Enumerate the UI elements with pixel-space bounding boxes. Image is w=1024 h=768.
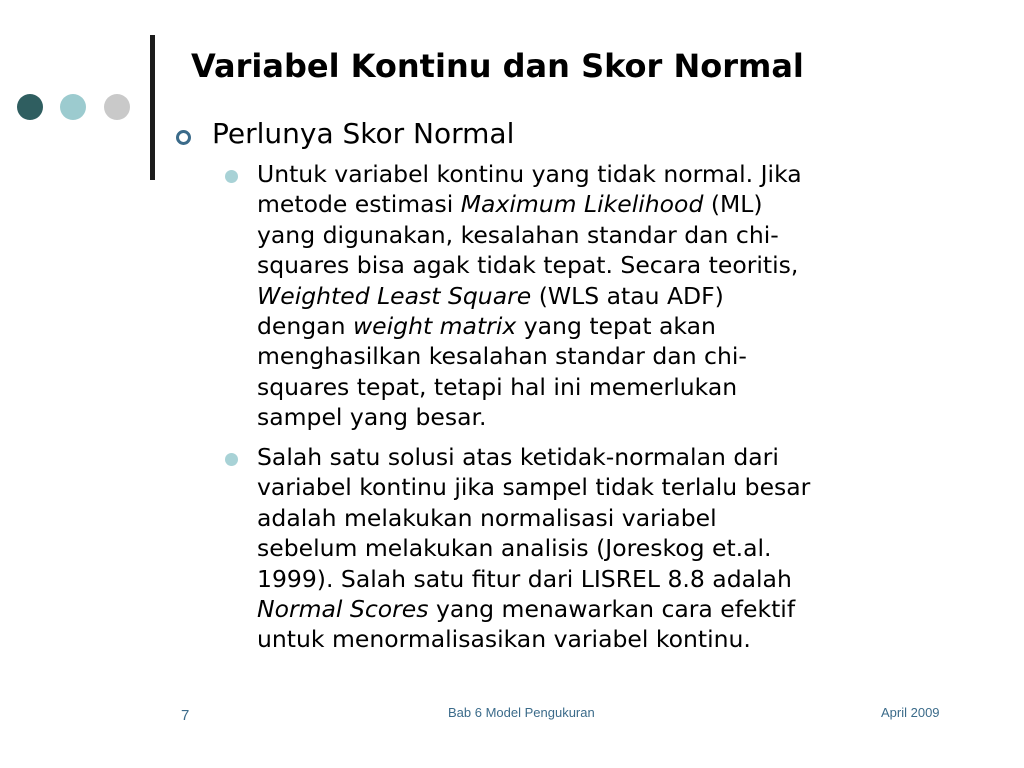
bullet-paragraph-2 [257,442,947,655]
italic-term: Weighted Least Square [257,281,532,310]
decor-dot-gray [104,94,130,120]
text-segment: Untuk variabel kontinu yang tidak normal. Jika [257,160,802,188]
text-segment: yang digunakan, kesalahan standar dan chi- [257,220,779,249]
text-line [257,503,947,533]
level1-bullet-text: Perlunya Skor Normal [212,117,515,150]
text-line [257,311,947,341]
text-line [257,594,947,624]
text-segment: (ML) [703,190,763,219]
text-line [257,564,947,594]
text-line [257,250,947,280]
text-segment: 1999). Salah satu fitur dari LISREL 8.8 adalah [257,564,792,593]
decor-dot-dark [17,94,43,120]
text-segment: yang menawarkan cara efektif [428,595,796,624]
text-line [257,189,947,219]
text-segment: untuk menormalisasikan variabel kontinu. [257,625,751,654]
text-line [257,281,947,311]
footer-date: April 2009 [881,705,940,720]
text-line [257,472,947,502]
text-segment: squares tepat, tetapi hal ini memerlukan [257,372,738,401]
text-segment: menghasilkan kesalahan standar dan chi- [257,342,747,371]
text-segment: sampel yang besar. [257,403,487,432]
text-segment: yang tepat akan [516,312,716,341]
text-segment: metode estimasi [257,190,461,219]
italic-term: weight matrix [352,312,517,341]
text-line [257,159,947,189]
text-line [257,533,947,563]
italic-term: Normal Scores [257,595,429,624]
dot-bullet-icon [225,453,238,466]
hollow-circle-bullet-icon [176,130,191,145]
text-segment: adalah melakukan normalisasi variabel [257,503,717,532]
text-segment: dengan [257,312,353,341]
text-line [257,402,947,432]
footer-text: Bab 6 Model Pengukuran [448,705,595,720]
decor-dot-teal [60,94,86,120]
slide-title: Variabel Kontinu dan Skor Normal [191,47,804,85]
text-line [257,372,947,402]
text-segment: variabel kontinu jika sampel tidak terlalu besar [257,473,811,502]
slide-number: 7 [181,707,190,724]
text-line [257,341,947,371]
bullet-paragraph-1 [257,159,947,433]
dot-bullet-icon [225,170,238,183]
text-line [257,624,947,654]
text-segment: squares bisa agak tidak tepat. Secara teoritis, [257,251,799,280]
text-line [257,442,947,472]
text-segment: Salah satu solusi atas ketidak-normalan dari [257,443,779,471]
text-line [257,220,947,250]
text-segment: (WLS atau ADF) [531,281,724,310]
title-divider [150,35,155,180]
italic-term: Maximum Likelihood [460,190,704,219]
text-segment: sebelum melakukan analisis (Joreskog et.al. [257,534,772,563]
